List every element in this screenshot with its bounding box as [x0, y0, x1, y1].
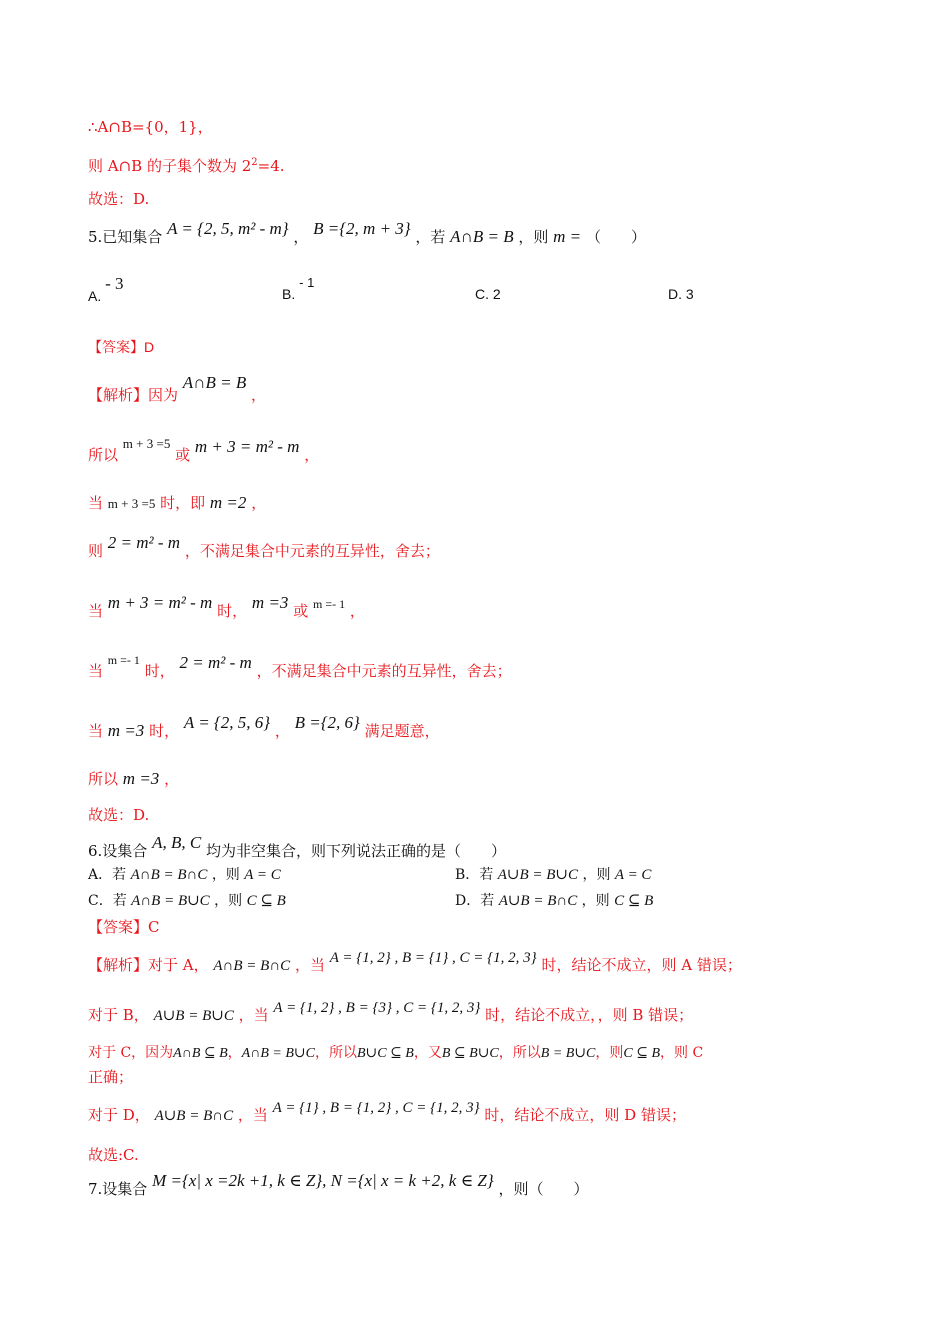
math: m + 3 = m² - m — [107, 593, 213, 612]
punct: ， — [164, 770, 180, 788]
text: ，不满足集合中元素的互异性，舍去； — [184, 542, 440, 560]
q6-choice-d — [455, 890, 653, 910]
text: 对于 B， — [88, 1006, 149, 1024]
text: D．若 — [455, 893, 495, 909]
q5-set-a: A = {2, 5, m² - m} — [167, 219, 289, 238]
option-c — [475, 286, 501, 302]
math: A = C — [614, 867, 652, 883]
option-b-label: B. — [282, 286, 296, 302]
option-b — [282, 275, 315, 302]
analysis-6-line-1 — [88, 950, 742, 977]
math: A∩B = B∪C — [131, 893, 210, 909]
text: 正确； — [88, 1068, 134, 1086]
text: ，当 — [238, 1006, 269, 1024]
text: 当 — [88, 602, 104, 620]
q5-variable: m = — [553, 227, 582, 246]
math: C ⊆ B — [246, 893, 286, 909]
text: 故选:C. — [88, 1146, 139, 1164]
text: 对于 D， — [88, 1106, 150, 1124]
punct: ， — [274, 722, 290, 740]
math: m + 3 = m² - m — [194, 437, 300, 456]
analysis-5-line-9 — [88, 804, 149, 826]
answer-5-text: 【答案】D — [88, 339, 155, 355]
text: 7.设集合 — [88, 1180, 148, 1198]
analysis-5-line-3 — [88, 492, 266, 515]
math: A∩B = B∩C — [130, 867, 208, 883]
answer-5 — [88, 336, 154, 358]
math: A = {2, 5, 6} — [183, 713, 271, 732]
math: m + 3 =5 — [107, 496, 156, 511]
math: m + 3 =5 — [122, 436, 171, 451]
math: m =3 — [122, 769, 160, 788]
math: 2 = m² - m — [107, 533, 181, 552]
text: 6.设集合 — [88, 842, 148, 860]
q6-choice-b — [455, 864, 651, 884]
text: 时，结论不成立，，则 B 错误； — [485, 1006, 694, 1024]
text: ，当 — [294, 956, 325, 974]
math: m =3 — [251, 593, 289, 612]
math: A = C — [244, 867, 281, 883]
text: 时，结论不成立，则 D 错误； — [484, 1106, 686, 1124]
analysis-6-line-2 — [88, 1000, 694, 1027]
q5-then: ，则 — [518, 228, 549, 246]
math: M ={x| x =2k +1, k ∈ Z}, N ={x| x = k +2, k ∈ Z} — [152, 1171, 494, 1190]
text: ，则 — [581, 893, 610, 909]
text: 【解析】对于 A， — [88, 956, 209, 974]
text: 满足题意， — [364, 722, 440, 740]
exponent: 2 — [251, 157, 258, 168]
text: ， — [227, 1045, 242, 1061]
option-c-text: C. 2 — [475, 286, 501, 302]
choice-line — [88, 188, 149, 210]
text: 所以 — [88, 770, 119, 788]
math: A∩B ⊆ B — [173, 1046, 228, 1061]
math: A, B, C — [152, 833, 202, 852]
analysis-5-line-6 — [88, 653, 512, 683]
text: ，则 — [214, 893, 243, 909]
math: m =3 — [107, 721, 145, 740]
punct: ， — [251, 494, 267, 512]
math: A∪B = B∪C — [153, 1008, 234, 1024]
option-a — [88, 274, 124, 306]
conclusion-line — [88, 116, 213, 138]
analysis-expr: A∩B = B — [182, 373, 247, 392]
math: A = {1, 2} , B = {3} , C = {1, 2, 3} — [273, 1000, 481, 1016]
text: C．若 — [88, 893, 127, 909]
punct: ， — [349, 602, 365, 620]
text: ，不满足集合中元素的互异性，舍去； — [256, 662, 512, 680]
text: A．若 — [88, 867, 127, 883]
q5-set-b: B ={2, m + 3} — [313, 219, 411, 238]
text: 当 — [88, 662, 104, 680]
option-a-value: - 3 — [105, 274, 124, 293]
math: A∪B = B∩C — [498, 893, 578, 909]
text: ，则（ ） — [498, 1180, 589, 1198]
option-d-text: D. 3 — [668, 286, 694, 302]
option-b-value: - 1 — [299, 275, 315, 290]
q5-paren: （ ） — [585, 228, 646, 246]
text: 故选：D. — [88, 806, 150, 824]
answer-6 — [88, 916, 159, 938]
math: A = {1} , B = {1, 2} , C = {1, 2, 3} — [272, 1100, 480, 1116]
text: 时，结论不成立，则 A 错误； — [541, 956, 742, 974]
text: 时， — [144, 662, 175, 680]
math: B∪C ⊆ B — [356, 1046, 414, 1061]
text: 时， — [217, 602, 248, 620]
text: ，当 — [237, 1106, 268, 1124]
math: m =- 1 — [107, 653, 140, 667]
analysis-5-line-1 — [88, 373, 266, 406]
math: B ={2, 6} — [294, 713, 360, 732]
text: ，所以 — [314, 1045, 357, 1061]
math: B = B∪C — [540, 1046, 596, 1061]
option-a-label: A. — [88, 288, 102, 304]
analysis-6-line-3b — [88, 1066, 133, 1088]
math: m =- 1 — [313, 597, 346, 611]
text: 对于 C，因为 — [88, 1045, 174, 1061]
text: 或 — [293, 602, 309, 620]
math: 2 = m² - m — [179, 653, 252, 672]
text: ，则 — [595, 1045, 624, 1061]
text: 所以 — [88, 446, 119, 464]
analysis-5-line-5 — [88, 593, 365, 623]
q5-condition-label: ，若 — [415, 228, 446, 246]
text: 时，即 — [160, 494, 206, 512]
math: A∩B = B∪C — [241, 1046, 315, 1061]
math: A∪B = B∩C — [154, 1108, 234, 1124]
analysis-5-line-7 — [88, 713, 440, 742]
text: ，则 — [582, 867, 611, 883]
choice-text: 故选：D. — [88, 190, 150, 208]
subset-count-line — [88, 152, 285, 177]
math: A∩B = B∩C — [213, 958, 291, 974]
text: 时， — [149, 722, 180, 740]
text: ，则 C — [660, 1045, 704, 1061]
text: ，又 — [413, 1045, 442, 1061]
analysis-5-line-4 — [88, 533, 440, 562]
text: ，所以 — [498, 1045, 541, 1061]
q5-prefix: 5.已知集合 — [88, 228, 163, 246]
q6-choice-a — [88, 864, 281, 884]
punct: ， — [304, 446, 320, 464]
math: A∪B = B∪C — [497, 867, 579, 883]
analysis-6-line-3 — [88, 1042, 703, 1065]
q6-choice-c — [88, 890, 286, 910]
analysis-6-line-4 — [88, 1100, 686, 1127]
math: A = {1, 2} , B = {1} , C = {1, 2, 3} — [329, 950, 537, 966]
question-5 — [88, 219, 646, 248]
conclusion-text: ∴A∩B={0，1}， — [88, 118, 213, 136]
text: B．若 — [455, 867, 494, 883]
subset-count-text: 则 A∩B 的子集个数为 2 — [88, 157, 252, 175]
analysis-label: 【解析】因为 — [88, 386, 179, 404]
punct: ， — [250, 386, 266, 404]
text: 均为非空集合，则下列说法正确的是（ ） — [205, 842, 506, 860]
math: C ⊆ B — [623, 1046, 661, 1061]
option-d — [668, 286, 694, 302]
subset-count-result: =4. — [257, 157, 285, 175]
text: 或 — [175, 446, 191, 464]
analysis-5-line-8 — [88, 768, 179, 790]
analysis-5-line-2 — [88, 436, 320, 467]
answer-6-text: 【答案】C — [88, 918, 160, 936]
question-7 — [88, 1171, 589, 1200]
text: 当 — [88, 722, 104, 740]
math: C ⊆ B — [614, 893, 654, 909]
q5-condition: A∩B = B — [450, 227, 514, 246]
q5-comma: ， — [293, 228, 309, 246]
text: 当 — [88, 494, 104, 512]
math: m =2 — [209, 493, 247, 512]
text: 则 — [88, 542, 104, 560]
question-6 — [88, 833, 506, 862]
math: B ⊆ B∪C — [441, 1046, 499, 1061]
text: ，则 — [211, 867, 240, 883]
analysis-6-line-5 — [88, 1144, 139, 1166]
